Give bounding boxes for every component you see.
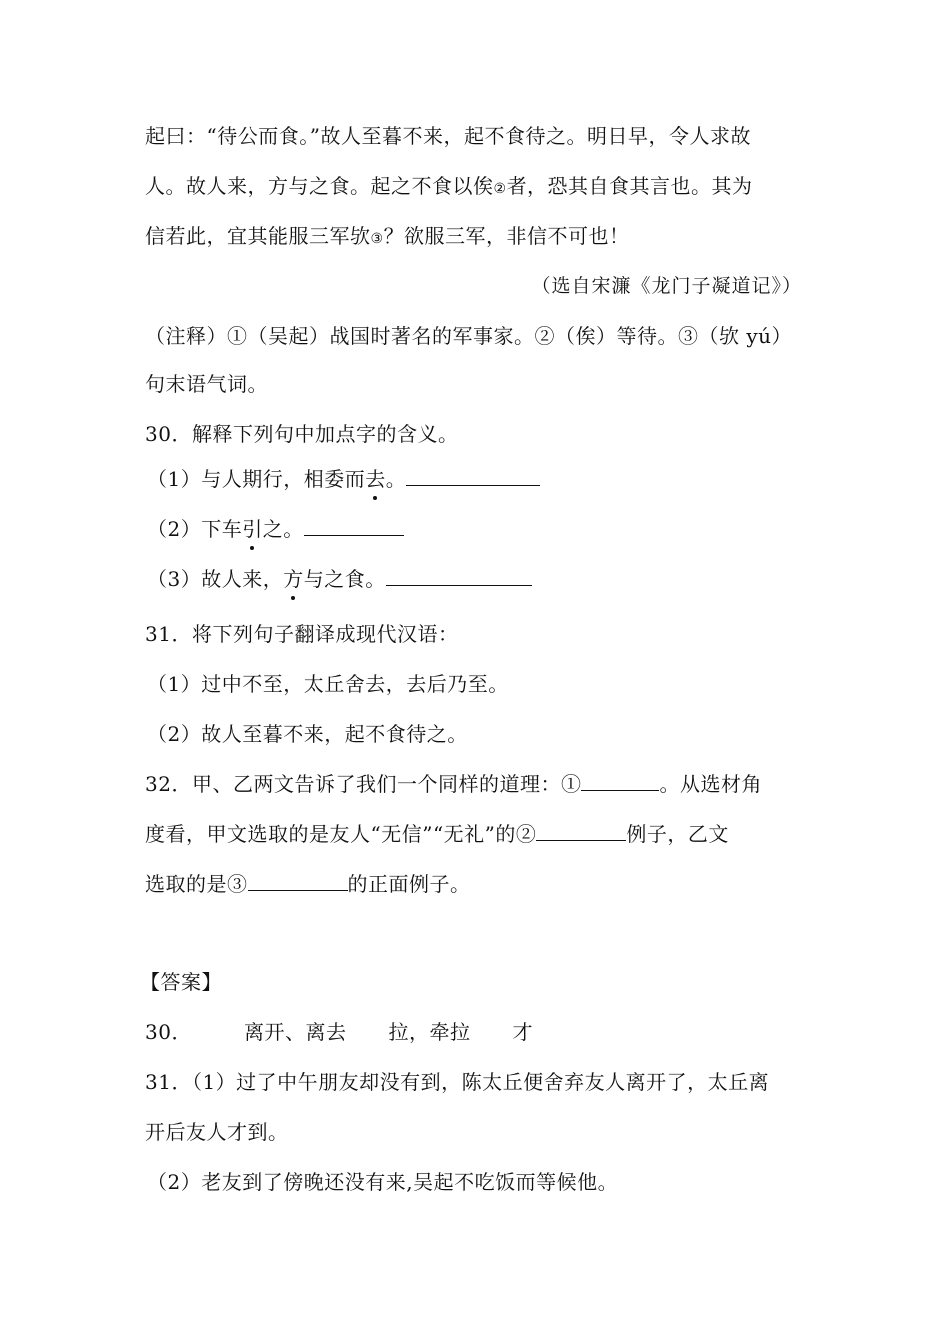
note-marker-3: ③: [370, 231, 384, 247]
notes-line-1: （注释）①（吴起）战国时著名的军事家。②（俟）等待。③（欤 yú）: [145, 324, 793, 348]
q30-item-1: （1）与人期行，相委而去。: [147, 465, 540, 493]
answer-31-line-1: 31．（1）过了中午朋友却没有到，陈太丘便舍弃友人离开了，太丘离: [145, 1070, 770, 1094]
answer-blank[interactable]: [536, 820, 626, 841]
dotted-char: 去: [365, 467, 386, 491]
passage-line-2: 人。故人来，方与之食。起之不食以俟②者，恐其自食其言也。其为: [145, 174, 753, 198]
q30-item-3: （3）故人来，方与之食。: [147, 565, 532, 593]
q31-title: 31．将下列句子翻译成现代汉语：: [145, 622, 459, 646]
answer-31-line-2: 开后友人才到。: [145, 1120, 289, 1144]
answer-blank[interactable]: [304, 515, 404, 536]
passage-line-1: 起曰：“待公而食。”故人至暮不来，起不食待之。明日早，令人求故: [145, 124, 751, 148]
q31-item-1: （1）过中不至，太丘舍去，去后乃至。: [147, 672, 509, 696]
answer-31-item-2: （2）老友到了傍晚还没有来,吴起不吃饭而等候他。: [147, 1170, 619, 1194]
answer-header: 【答案】: [140, 970, 222, 994]
q30-item-2: （2）下车引之。: [147, 515, 404, 543]
passage-line-3: 信若此，宜其能服三军欤③？欲服三军，非信不可也！: [145, 224, 630, 248]
answer-blank[interactable]: [386, 565, 532, 586]
answer-blank[interactable]: [406, 465, 540, 486]
answer-blank[interactable]: [581, 770, 659, 791]
q32-line-2: 度看，甲文选取的是友人“无信”“无礼”的② 例子，乙文: [145, 822, 729, 846]
q32-line-1: 32．甲、乙两文告诉了我们一个同样的道理：① 。从选材角: [145, 772, 762, 796]
passage-source: （选自宋濂《龙门子凝道记》）: [531, 275, 802, 297]
answer-30: 30． 离开、离去 拉，牵拉 才: [145, 1020, 533, 1044]
q31-item-2: （2）故人至暮不来，起不食待之。: [147, 722, 468, 746]
dotted-char: 引: [242, 517, 263, 541]
notes-line-2: 句末语气词。: [145, 372, 268, 396]
answer-blank[interactable]: [248, 870, 348, 891]
note-marker-2: ②: [493, 181, 507, 197]
dotted-char: 方: [283, 567, 304, 591]
q32-line-3: 选取的是③ 的正面例子。: [145, 872, 471, 896]
q30-title: 30．解释下列句中加点字的含义。: [145, 422, 459, 446]
